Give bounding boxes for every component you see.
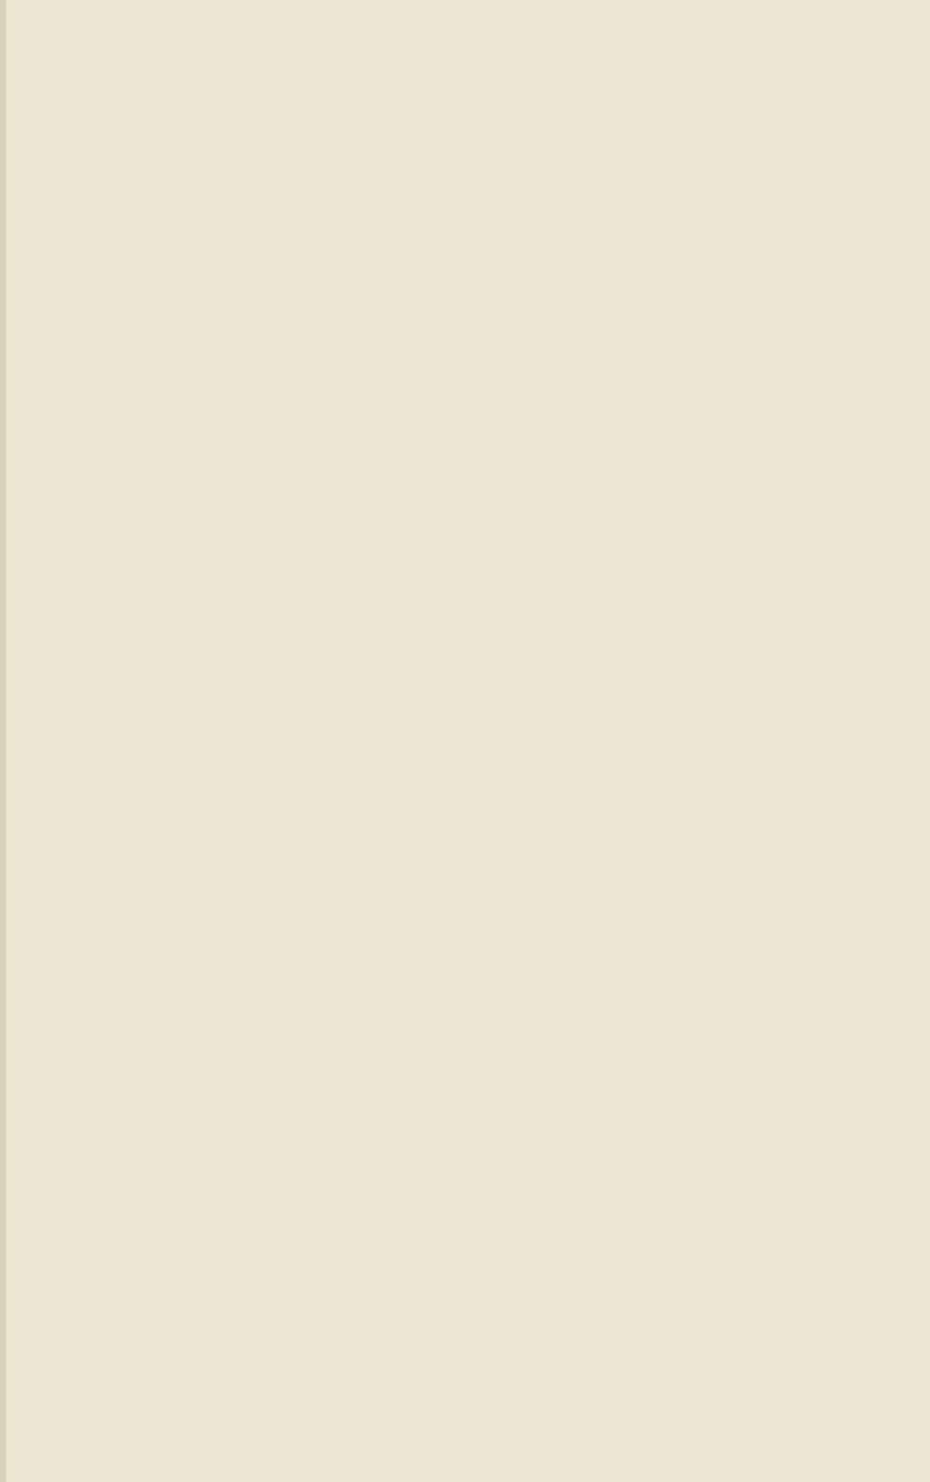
page-header [0, 55, 930, 81]
page-edge [0, 0, 6, 1482]
entry-right [456, 734, 854, 740]
left-column [38, 90, 432, 94]
right-column [456, 90, 854, 94]
